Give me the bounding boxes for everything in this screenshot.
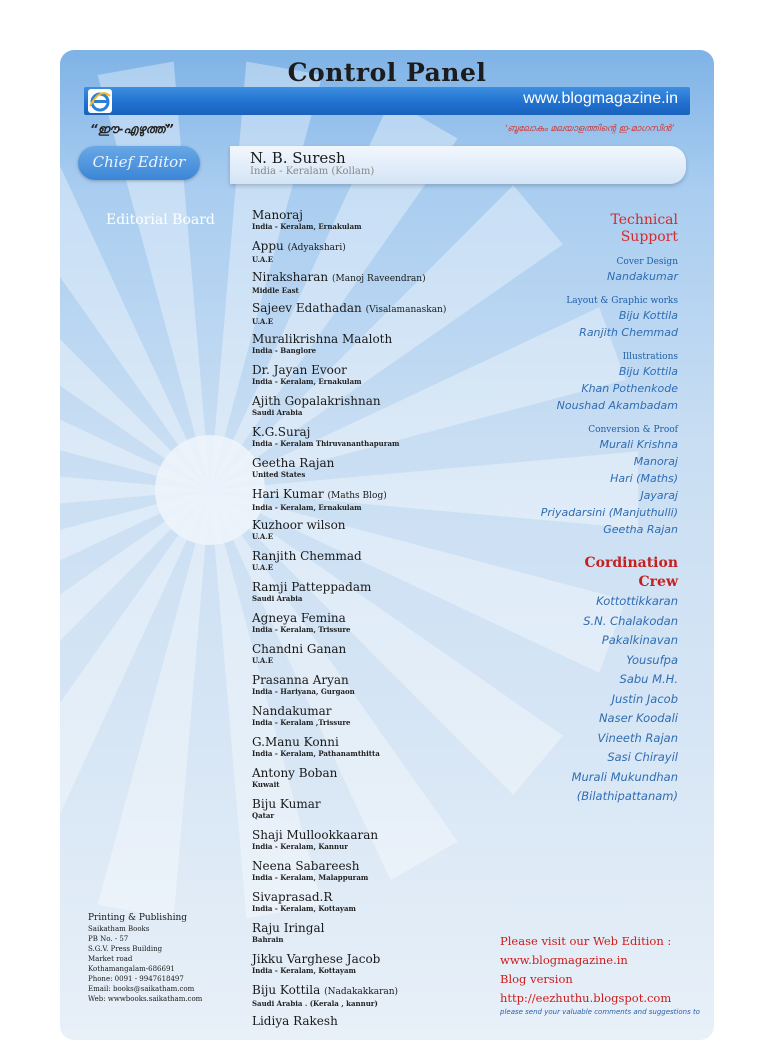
technical-credit-name: Biju Kottila <box>618 365 678 378</box>
publishing-line: Email: books@saikatham.com <box>88 985 195 993</box>
technical-sections <box>478 256 678 538</box>
board-member-location: Saudi Arabia <box>252 594 303 603</box>
board-member <box>252 1014 552 1040</box>
board-member-alias: (Visalamanaskan) <box>365 305 447 315</box>
crew-member-name: Kottottikkaran <box>596 594 678 608</box>
crew-member-name: Justin Jacob <box>611 691 678 706</box>
technical-section-title: Conversion & Proof <box>588 425 678 435</box>
technical-section-title: Cover Design <box>616 257 678 267</box>
board-member-location: India - Keralam ,Trissure <box>252 718 351 727</box>
board-member-location: U.A.E <box>252 563 274 572</box>
website-url[interactable]: www.blogmagazine.in <box>523 90 678 107</box>
board-member-location: U.A.E <box>252 656 274 665</box>
board-member-location: India - Banglore <box>252 346 317 355</box>
chief-editor-label-pill <box>78 146 200 180</box>
board-member-location: India - Keralam, Kottayam <box>252 904 356 913</box>
crew-member-name: Yousufpa <box>626 652 678 667</box>
board-member-name: Sivaprasad.R <box>252 890 333 904</box>
board-member-name: Raju Iringal <box>252 921 325 935</box>
board-member-name: Manoraj <box>252 208 304 222</box>
technical-credit-name: Jayaraj <box>640 489 678 502</box>
tagline-malayalam: ‘ബൂലോകം മലയാളത്തിന്റെ ഇ-മാഗസിൻ’ <box>504 124 674 134</box>
board-member-location: India - Keralam, Trissure <box>252 625 351 634</box>
board-member-location: India - Keralam, Pathanamthitta <box>252 749 380 758</box>
url-bar <box>84 87 690 115</box>
technical-section-title: Layout & Graphic works <box>566 296 678 306</box>
board-member-location: Saudi Arabia . (Kerala , kannur) <box>252 999 378 1008</box>
technical-credit-name: Nandakumar <box>607 270 678 283</box>
crew-member-name: (Bilathipattanam) <box>576 789 678 803</box>
board-member-location: India - Keralam, Ernakulam <box>252 222 362 231</box>
board-member-name-row <box>252 890 552 904</box>
board-member-location: Kuwait <box>252 780 280 789</box>
editorial-board-label: Editorial Board <box>106 212 215 228</box>
board-member-location: India - Keralam, Ernakulam <box>252 503 362 512</box>
board-member-alias: (Nadakakkaran) <box>324 987 399 997</box>
coordination-heading: Cordination <box>584 555 678 571</box>
board-member-name: Sajeev Edathadan <box>252 301 362 315</box>
board-member-location: India - Keralam, Kottayam <box>252 966 356 975</box>
internet-explorer-icon <box>88 89 112 113</box>
publishing-line: S.G.V. Press Building <box>88 945 163 953</box>
board-member-location: India - Keralam, Malappuram <box>252 873 369 882</box>
board-member-name: Ranjith Chemmad <box>252 549 362 563</box>
board-member-name-row <box>252 828 552 842</box>
publishing-line: Phone: 0091 - 9947618497 <box>88 975 184 983</box>
board-member-name: Prasanna Aryan <box>252 673 349 687</box>
crew-member-name: Vineeth Rajan <box>597 730 678 745</box>
board-member-location: U.A.E <box>252 532 274 541</box>
web-edition-info <box>500 932 700 1017</box>
board-member-location: Middle East <box>252 286 299 295</box>
board-member-name: K.G.Suraj <box>252 425 311 439</box>
board-member-name: Kuzhoor wilson <box>252 518 346 532</box>
crew-member-name: Sasi Chirayil <box>607 750 678 764</box>
publishing-heading: Printing & Publishing <box>88 913 188 923</box>
feedback-note: please send your valuable comments and suggestions to <box>500 1008 700 1016</box>
web-edition-line: Please visit our Web Edition : <box>500 934 672 948</box>
board-member-alias: (Manoj Raveendran) <box>332 274 426 284</box>
board-member-location: United States <box>252 470 306 479</box>
board-member-location: India - Hariyana, Gurgaon <box>252 687 355 696</box>
publishing-line: PB No. - 57 <box>88 935 129 943</box>
board-member-name: Geetha Rajan <box>252 456 335 470</box>
technical-credit-name: Khan Pothenkode <box>581 382 678 395</box>
board-member-alias: (Maths Blog) <box>327 491 387 501</box>
crew-member-name: S.N. Chalakodan <box>583 613 678 628</box>
board-member-name: Shaji Mullookkaaran <box>252 828 379 842</box>
crew-member-name: Murali Mukundhan <box>571 769 678 784</box>
technical-credit-name: Priyadarsini (Manjuthulli) <box>540 506 678 519</box>
board-member-name: Biju Kottila <box>252 983 321 997</box>
board-member-name: Biju Kumar <box>252 797 321 811</box>
web-edition-url[interactable]: www.blogmagazine.in <box>500 953 628 967</box>
board-member-name: Neena Sabareesh <box>252 859 360 873</box>
publishing-line: Saikatham Books <box>88 925 150 933</box>
technical-section-title: Illustrations <box>622 352 678 362</box>
board-member-name: Ramji Patteppadam <box>252 580 372 594</box>
crew-member-name: Naser Koodali <box>598 711 678 725</box>
publishing-line: Kothamangalam-686691 <box>88 965 175 973</box>
board-member-location: India - Keralam, Kannur <box>252 842 348 851</box>
chief-editor-bar <box>230 146 686 184</box>
board-member <box>252 890 552 921</box>
board-member-location: Qatar <box>252 811 275 820</box>
control-panel <box>60 50 714 1040</box>
publishing-line: Market road <box>88 955 133 963</box>
board-member-name-row <box>252 859 552 873</box>
publishing-info <box>88 912 248 1004</box>
crew-member-name: Pakalkinavan <box>601 633 678 647</box>
technical-support-column <box>478 212 678 807</box>
technical-credit-name: Ranjith Chemmad <box>579 326 678 339</box>
board-member <box>252 859 552 890</box>
starburst-ray <box>98 490 210 918</box>
technical-credit-name: Geetha Rajan <box>603 523 678 536</box>
board-member-name: Appu <box>252 239 284 253</box>
board-member-location: U.A.E <box>252 317 274 326</box>
board-member <box>252 828 552 859</box>
technical-credit-name: Noushad Akambadam <box>556 399 678 412</box>
technical-credit-name: Hari (Maths) <box>610 472 678 485</box>
board-member-name: Chandni Ganan <box>252 642 347 656</box>
page-title: Control Panel <box>287 58 487 87</box>
crew-member-name: Sabu M.H. <box>619 672 678 686</box>
board-member-name: Lidiya Rakesh <box>252 1014 338 1028</box>
board-member-name: Nandakumar <box>252 704 332 718</box>
board-member-location: U.A.E <box>252 255 274 264</box>
blog-version-url[interactable]: http://eezhuthu.blogspot.com <box>500 991 672 1005</box>
coordination-heading-2: Crew <box>638 574 678 590</box>
board-member-name: Dr. Jayan Evoor <box>252 363 347 377</box>
publishing-lines <box>88 924 248 1004</box>
technical-support-heading: Technical <box>610 212 678 228</box>
board-member-name: Hari Kumar <box>252 487 324 501</box>
board-member-location: Bahrain <box>252 935 284 944</box>
board-member-name: G.Manu Konni <box>252 735 339 749</box>
board-member-location: India - Keralam Thiruvananthapuram <box>252 439 400 448</box>
board-member-alias: (Adyakshari) <box>287 243 346 253</box>
technical-credit-name: Biju Kottila <box>618 309 678 322</box>
chief-editor-location: India - Keralam (Kollam) <box>250 166 375 177</box>
board-member-name: Muralikrishna Maaloth <box>252 332 393 346</box>
board-member-name: Ajith Gopalakrishnan <box>252 394 381 408</box>
technical-credit-name: Manoraj <box>633 455 678 468</box>
board-member-name: Niraksharan <box>252 270 329 284</box>
blog-version-label: Blog version <box>500 972 573 986</box>
board-member-name: Agneya Femina <box>252 611 346 625</box>
publishing-line: Web: wwwbooks.saikatham.com <box>88 995 203 1003</box>
chief-editor-label: Chief Editor <box>92 153 186 171</box>
chief-editor-name: N. B. Suresh <box>250 149 346 167</box>
coordination-crew-list <box>478 592 678 807</box>
magazine-name-malayalam: “ഈ-എഴുത്ത്” <box>90 122 174 136</box>
board-member-name: Antony Boban <box>252 766 338 780</box>
board-member-location: Saudi Arabia <box>252 408 303 417</box>
technical-credit-name: Murali Krishna <box>599 438 678 451</box>
technical-support-heading-2: Support <box>620 229 678 245</box>
board-member-location: India - Keralam, Ernakulam <box>252 377 362 386</box>
board-member-name: Jikku Varghese Jacob <box>252 952 381 966</box>
